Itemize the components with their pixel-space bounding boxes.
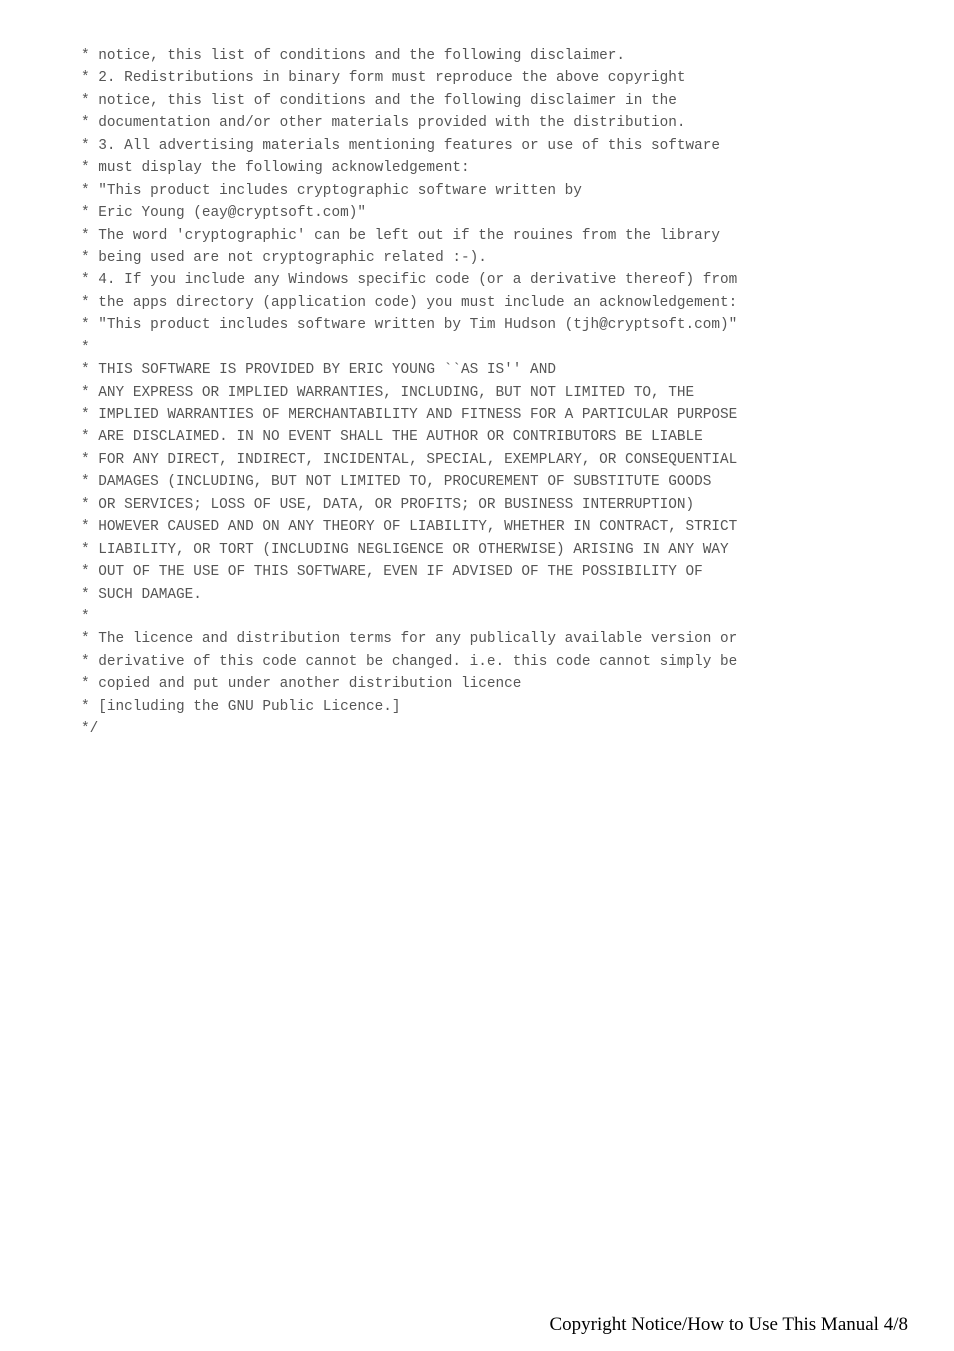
code-line: * OR SERVICES; LOSS OF USE, DATA, OR PROFITS; OR BUSINESS INTERRUPTION) (81, 496, 695, 513)
code-line: * copied and put under another distribution licence (81, 676, 522, 693)
code-line: * FOR ANY DIRECT, INDIRECT, INCIDENTAL, SPECIAL, EXEMPLARY, OR CONSEQUENTIAL (81, 451, 738, 468)
code-line: * [including the GNU Public Licence.] (81, 698, 401, 715)
code-line: * notice, this list of conditions and the following disclaimer in the (81, 92, 677, 109)
code-line: * DAMAGES (INCLUDING, BUT NOT LIMITED TO, PROCUREMENT OF SUBSTITUTE GOODS (81, 474, 712, 491)
code-line: * Eric Young (eay@cryptsoft.com)" (81, 205, 366, 222)
code-line: * THIS SOFTWARE IS PROVIDED BY ERIC YOUNG ``AS IS'' AND (81, 362, 556, 379)
code-line: * must display the following acknowledgement: (81, 160, 470, 177)
code-line: * IMPLIED WARRANTIES OF MERCHANTABILITY AND FITNESS FOR A PARTICULAR PURPOSE (81, 407, 738, 423)
code-line: * ARE DISCLAIMED. IN NO EVENT SHALL THE AUTHOR OR CONTRIBUTORS BE LIABLE (81, 429, 703, 446)
code-line: * SUCH DAMAGE. (81, 586, 202, 603)
code-line: * LIABILITY, OR TORT (INCLUDING NEGLIGENCE OR OTHERWISE) ARISING IN ANY WAY (81, 541, 729, 558)
code-line: * "This product includes software written by Tim Hudson (tjh@cryptsoft.com)" (81, 317, 738, 334)
code-line: * OUT OF THE USE OF THIS SOFTWARE, EVEN IF ADVISED OF THE POSSIBILITY OF (81, 564, 703, 581)
code-line: * HOWEVER CAUSED AND ON ANY THEORY OF LIABILITY, WHETHER IN CONTRACT, STRICT (81, 519, 738, 536)
code-line: * derivative of this code cannot be changed. i.e. this code cannot simply be (81, 653, 738, 670)
code-line: * "This product includes cryptographic software written by (81, 182, 582, 199)
code-line: * The word 'cryptographic' can be left out if the rouines from the library (81, 227, 721, 244)
license-code-block (81, 45, 737, 741)
code-line: * being used are not cryptographic related :-). (81, 249, 487, 266)
code-line: * 2. Redistributions in binary form must reproduce the above copyright (81, 70, 686, 87)
code-line: * documentation and/or other materials provided with the distribution. (81, 115, 686, 132)
code-line: * ANY EXPRESS OR IMPLIED WARRANTIES, INCLUDING, BUT NOT LIMITED TO, THE (81, 384, 695, 401)
code-line: * (81, 339, 90, 356)
code-line: * The licence and distribution terms for any publically available version or (81, 631, 738, 648)
page-footer: Copyright Notice/How to Use This Manual 4/8 (549, 1314, 908, 1335)
code-line: * the apps directory (application code) you must include an acknowledgement: (81, 294, 738, 311)
code-line: * 4. If you include any Windows specific code (or a derivative thereof) from (81, 272, 738, 289)
code-line: */ (81, 721, 99, 738)
code-line: * (81, 608, 90, 625)
code-line: * 3. All advertising materials mentioning features or use of this software (81, 137, 721, 154)
code-line: * notice, this list of conditions and the following disclaimer. (81, 48, 626, 64)
